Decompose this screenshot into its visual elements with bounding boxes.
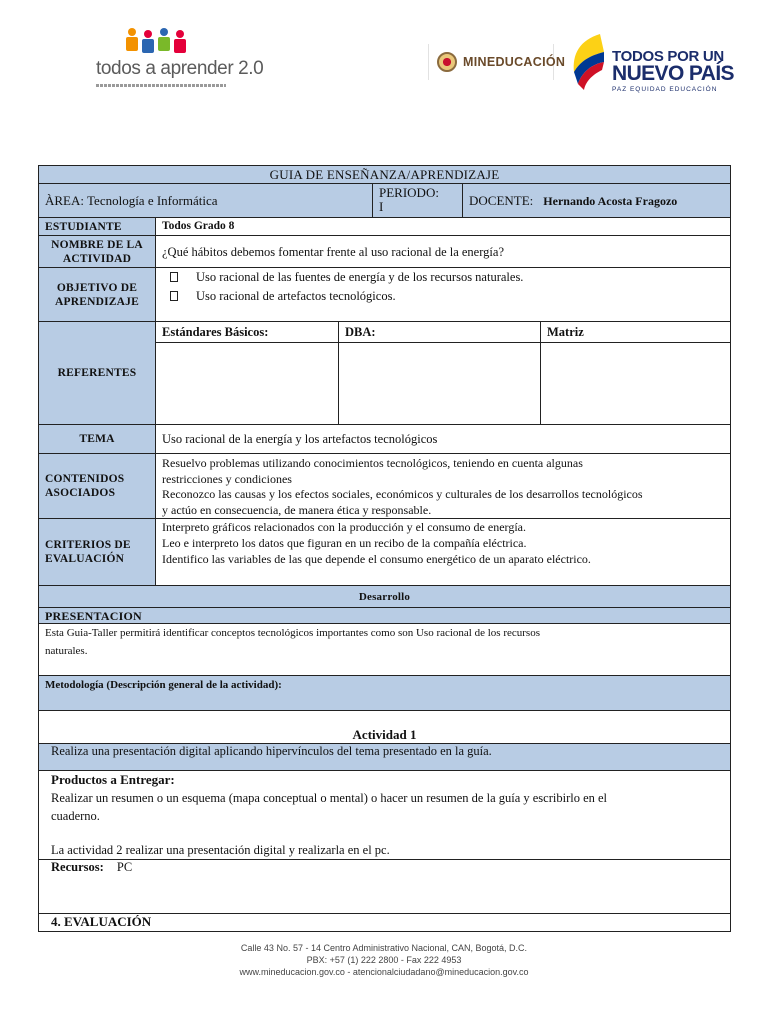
contenidos-value xyxy=(156,454,731,519)
periodo-cell xyxy=(373,184,463,218)
presentacion-line: naturales. xyxy=(45,645,88,657)
colombia-flag-swoosh-icon xyxy=(570,32,606,92)
estandares-header xyxy=(156,322,339,343)
slogan-line-1: TODOS POR UN xyxy=(612,48,724,65)
criterios-line: Interpreto gráficos relacionados con la producción y el consumo de energía. xyxy=(162,520,526,534)
footer-contact-links[interactable]: www.mineducacion.gov.co - atencionalciudadano@mineducacion.gov.co xyxy=(239,967,529,977)
area-cell xyxy=(39,184,373,218)
checkbox-bullet-icon xyxy=(170,291,178,301)
docente-label: DOCENTE: xyxy=(469,192,534,208)
metodologia-label: Metodología (Descripción general de la actividad): xyxy=(45,679,282,691)
referentes-label: REFERENTES xyxy=(39,322,156,425)
evaluacion-cell xyxy=(39,914,731,932)
criterios-label-line1: CRITERIOS DE xyxy=(45,539,131,551)
objetivo-item xyxy=(156,269,730,285)
guide-table xyxy=(38,165,731,932)
actividad-question: ¿Qué hábitos debemos fomentar frente al uso racional de la energía? xyxy=(162,244,504,259)
presentacion-line: Esta Guia-Taller permitirá identificar conceptos tecnológicos importantes como son Uso racional de los recursos xyxy=(45,627,540,639)
footer-address xyxy=(0,942,768,978)
desarrollo-header: Desarrollo xyxy=(39,586,731,608)
productos-line: cuaderno. xyxy=(51,809,100,823)
estudiante-value: Todos Grado 8 xyxy=(156,218,731,236)
actividad1-text: Realiza una presentación digital aplicando hipervínculos del tema presentado en la guía. xyxy=(51,744,492,758)
recursos-value: PC xyxy=(116,860,133,874)
actividad-label-line2: ACTIVIDAD xyxy=(62,252,132,265)
slogan-line-2: NUEVO PAÍS xyxy=(612,62,734,85)
criterios-label xyxy=(39,519,156,586)
contenidos-line: y actúo en consecuencia, de manera ética y responsable. xyxy=(162,502,432,517)
criterios-label-line2: EVALUACIÓN xyxy=(45,553,125,565)
todos-a-aprender-brand: todos a aprender 2.0 xyxy=(96,58,264,79)
periodo-label: PERIODO: xyxy=(379,185,439,200)
todos-por-un-nuevo-pais-logo xyxy=(568,28,734,98)
objetivo-item-text: Uso racional de las fuentes de energía y de los recursos naturales. xyxy=(196,270,524,284)
actividad-label-line1: NOMBRE DE LA xyxy=(51,238,143,251)
presentacion-header: PRESENTACION xyxy=(39,608,731,624)
slogan-line-3: PAZ EQUIDAD EDUCACIÓN xyxy=(612,86,718,93)
matriz-header xyxy=(541,322,731,343)
criterios-line: Identifico las variables de las que depende el consumo energético de un aparato eléctrico. xyxy=(162,552,591,566)
metodologia-header xyxy=(39,676,731,711)
actividad1-title-cell xyxy=(39,711,731,744)
matriz-label: Matriz xyxy=(547,325,584,339)
dba-label: DBA: xyxy=(345,325,376,339)
recursos-cell xyxy=(39,860,731,914)
tema-value xyxy=(156,425,731,454)
ministry-name: MINEDUCACIÓN xyxy=(463,55,566,69)
checkbox-bullet-icon xyxy=(170,272,178,282)
contenidos-label xyxy=(39,454,156,519)
criterios-value xyxy=(156,519,731,586)
actividad1-text-cell xyxy=(39,744,731,771)
objetivo-label xyxy=(39,268,156,322)
coat-of-arms-icon xyxy=(437,52,457,72)
productos-line: La actividad 2 realizar una presentación digital y realizarla en el pc. xyxy=(51,843,390,857)
dba-body xyxy=(339,343,541,425)
todos-a-aprender-logo xyxy=(92,24,264,94)
estudiante-label: ESTUDIANTE xyxy=(39,218,156,236)
objetivo-list xyxy=(156,268,731,322)
recursos-label: Recursos: xyxy=(51,860,104,874)
people-figures-icon xyxy=(124,26,194,60)
objetivo-item xyxy=(156,288,730,304)
actividad1-title: Actividad 1 xyxy=(352,727,417,742)
footer-line: Calle 43 No. 57 - 14 Centro Administrativo Nacional, CAN, Bogotá, D.C. xyxy=(240,943,528,953)
objetivo-label-line1: OBJETIVO DE xyxy=(56,281,138,294)
objetivo-label-line2: APRENDIZAJE xyxy=(55,295,139,308)
productos-line: Realizar un resumen o un esquema (mapa conceptual o mental) o hacer un resumen de la guía y escribirlo en el xyxy=(51,791,608,805)
guide-title: GUIA DE ENSEÑANZA/APRENDIZAJE xyxy=(39,166,731,184)
productos-label: Productos a Entregar: xyxy=(51,772,175,787)
tema-label: TEMA xyxy=(39,425,156,454)
contenidos-line: Reconozco las causas y los efectos sociales, económicos y culturales de los desarrollos tecnológicos xyxy=(162,487,643,501)
footer-line: PBX: +57 (1) 222 2800 - Fax 222 4953 xyxy=(306,955,462,965)
estandares-body xyxy=(156,343,339,425)
criterios-line: Leo e interpreto los datos que figuran en un recibo de la compañía eléctrica. xyxy=(162,536,527,550)
evaluacion-label: 4. EVALUACIÓN xyxy=(51,914,152,929)
tema-text: Uso racional de la energía y los artefactos tecnológicos xyxy=(162,432,438,446)
contenidos-label-line2: ASOCIADOS xyxy=(45,487,116,499)
presentacion-body xyxy=(39,624,731,676)
area-label: ÀREA: Tecnología e Informática xyxy=(45,192,218,208)
docente-value: Hernando Acosta Fragozo xyxy=(543,193,678,208)
contenidos-label-line1: CONTENIDOS xyxy=(45,473,125,485)
objetivo-item-text: Uso racional de artefactos tecnológicos. xyxy=(196,289,396,303)
mineducacion-logo xyxy=(428,44,566,80)
actividad-label xyxy=(39,236,156,268)
matriz-body xyxy=(541,343,731,425)
actividad-value xyxy=(156,236,731,268)
estandares-label: Estándares Básicos: xyxy=(162,325,269,339)
brand-tagline-decoration xyxy=(96,84,226,87)
productos-cell xyxy=(39,771,731,860)
dba-header xyxy=(339,322,541,343)
contenidos-line: Resuelvo problemas utilizando conocimientos tecnológicos, teniendo en cuenta algunas xyxy=(162,456,583,470)
contenidos-line: restricciones y condiciones xyxy=(162,471,292,486)
periodo-value: I xyxy=(379,199,384,214)
docente-cell xyxy=(463,184,731,218)
